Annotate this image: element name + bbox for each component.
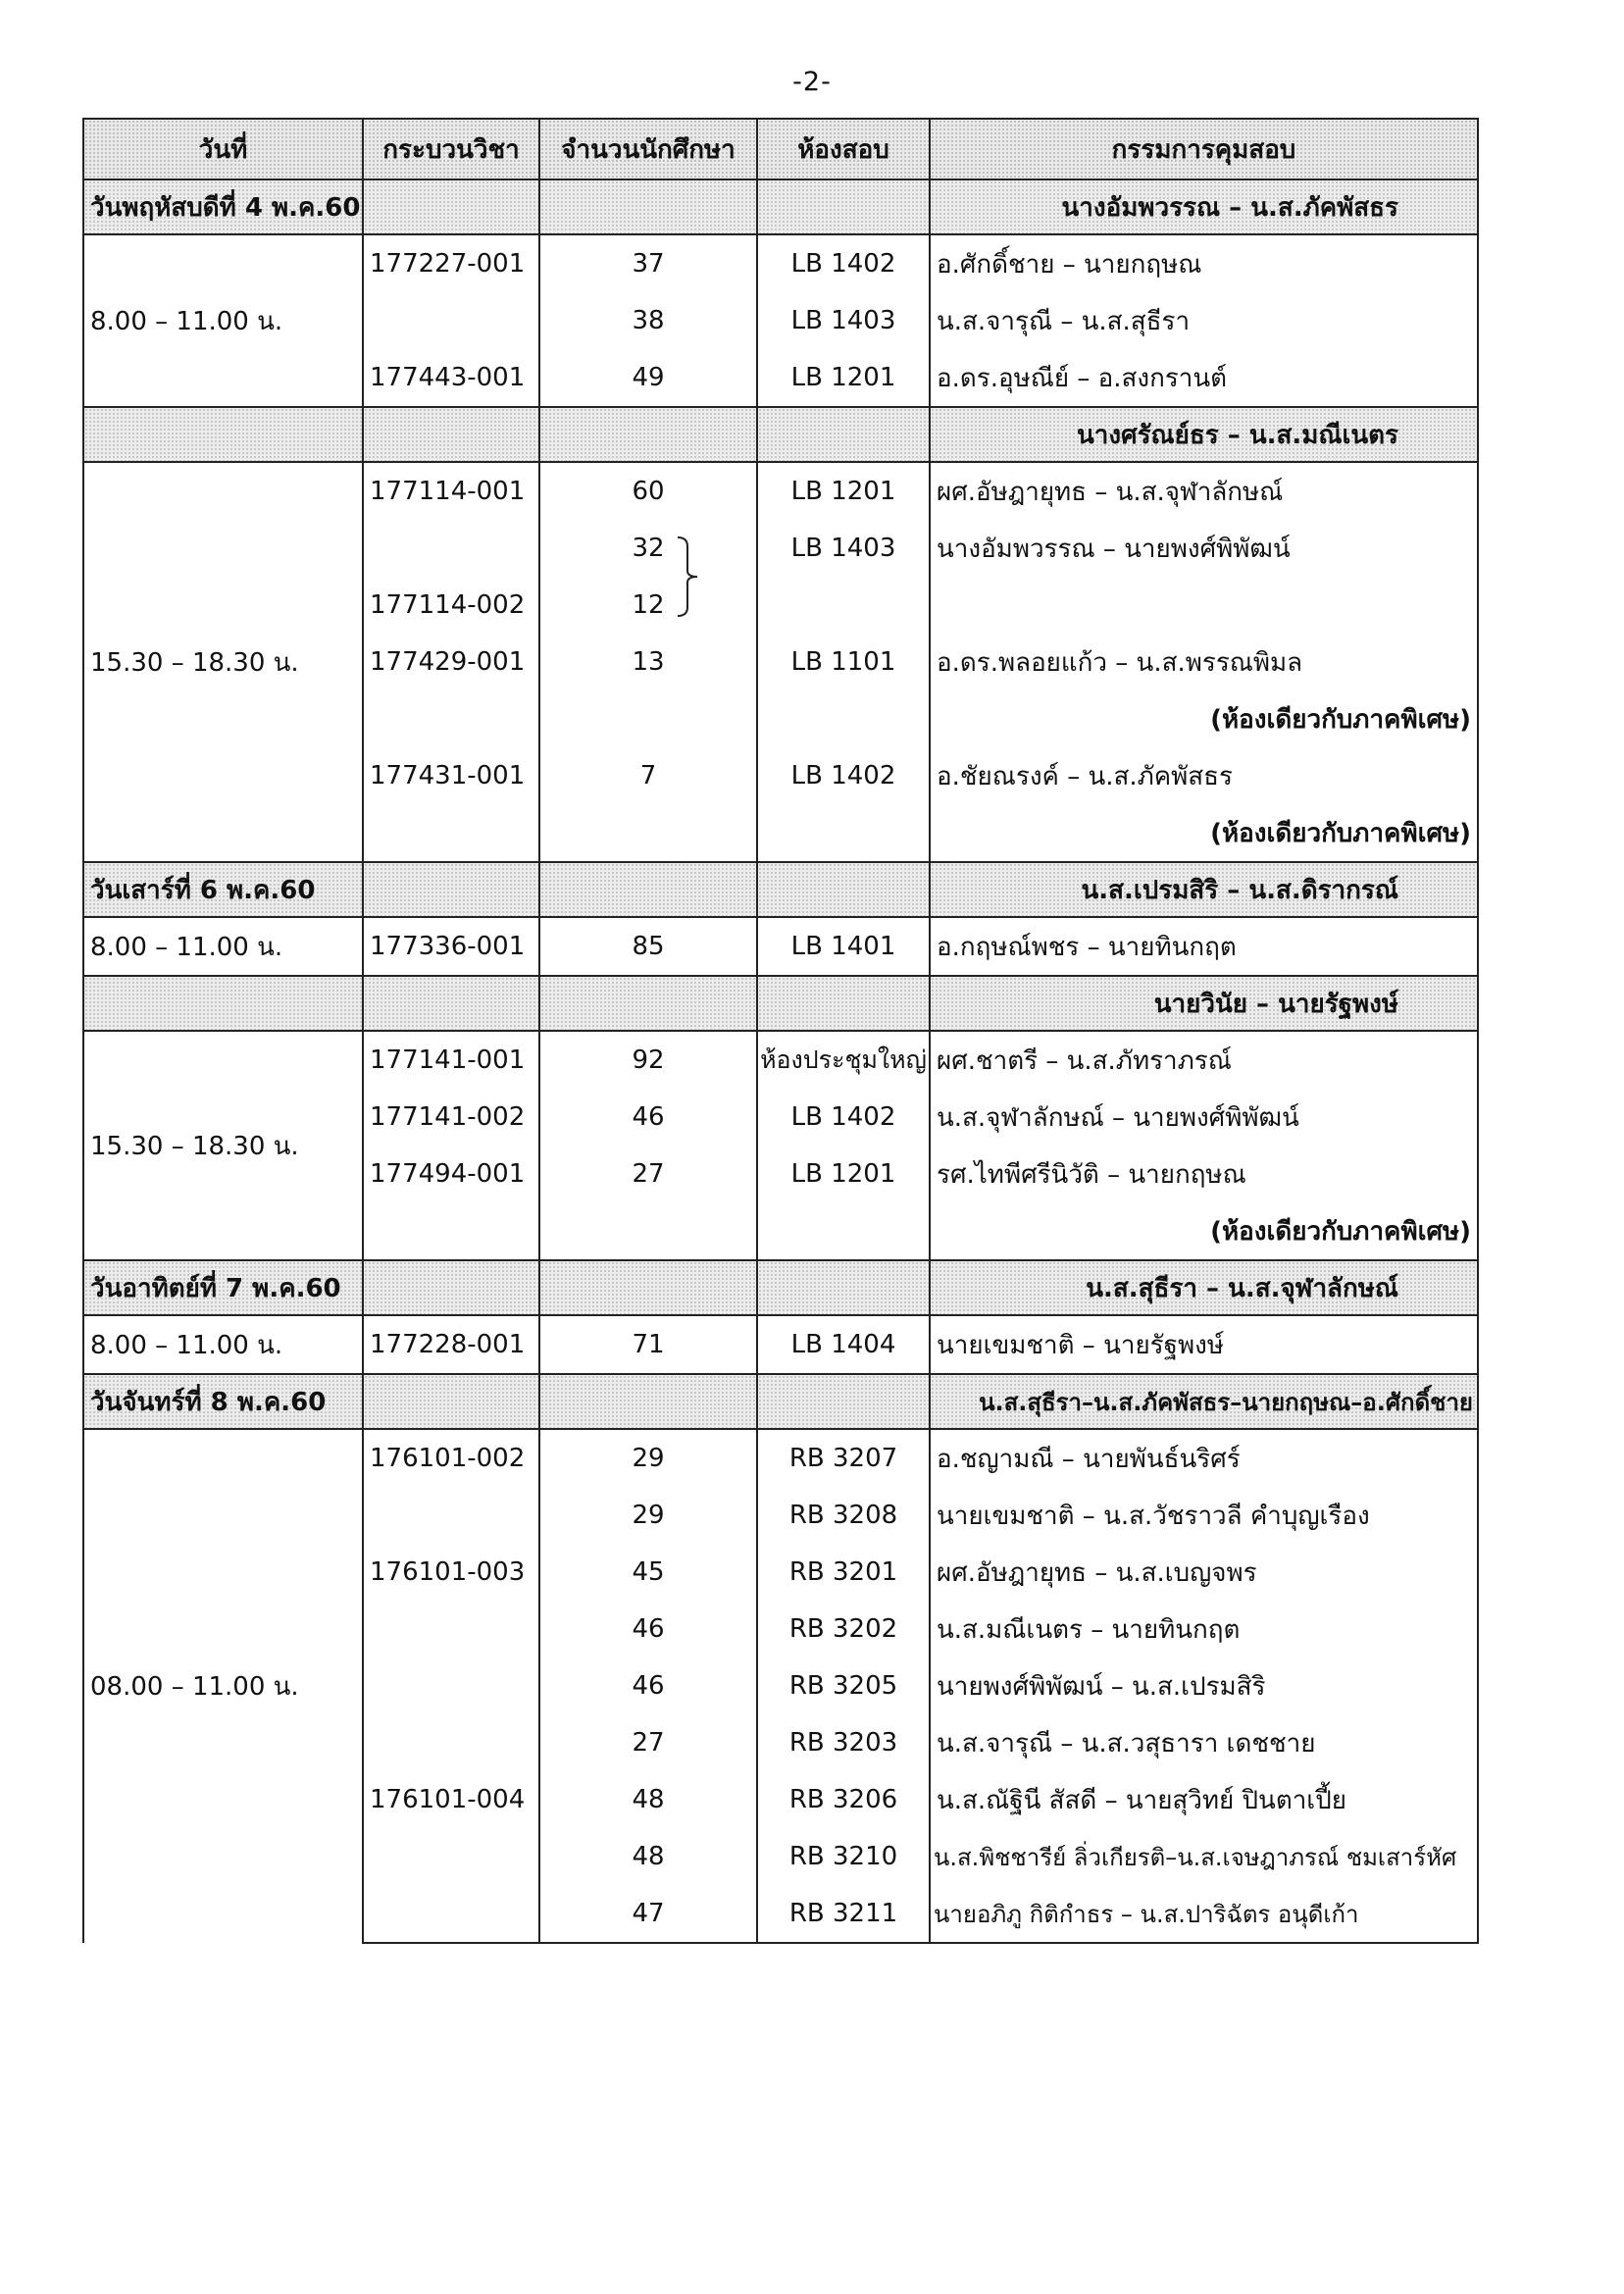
exam-room: RB 3203 xyxy=(757,1714,930,1771)
day-date: วันจันทร์ที่ 8 พ.ค.60 xyxy=(83,1374,363,1429)
student-count xyxy=(539,1657,757,1714)
student-count xyxy=(539,1031,757,1089)
session-supervisors: นางอัมพวรรณ – น.ส.ภัคพัสธร xyxy=(930,179,1478,234)
student-count-value: 7 xyxy=(639,761,657,790)
header-date: วันที่ xyxy=(83,119,363,179)
proctor-names: นางอัมพวรรณ – นายพงศ์พิพัฒน์ xyxy=(930,520,1478,577)
course-code: 177141-001 xyxy=(363,1031,539,1089)
session-time: 8.00 – 11.00 น. xyxy=(83,234,363,407)
exam-row xyxy=(83,462,1478,520)
course-code: 176101-004 xyxy=(363,1771,539,1828)
day-date: วันอาทิตย์ที่ 7 พ.ค.60 xyxy=(83,1260,363,1315)
exam-room: LB 1101 xyxy=(757,634,930,690)
exam-row xyxy=(83,1031,1478,1089)
student-count xyxy=(539,1714,757,1771)
course-code: 177227-001 xyxy=(363,234,539,292)
student-count-value: 37 xyxy=(632,249,665,279)
exam-row xyxy=(83,917,1478,976)
course-code: 176101-003 xyxy=(363,1544,539,1601)
student-count-value: 60 xyxy=(632,477,665,506)
student-count xyxy=(539,1429,757,1487)
student-count-value: 48 xyxy=(632,1785,665,1814)
student-count-value: 38 xyxy=(632,306,665,335)
course-code: 177443-001 xyxy=(363,349,539,407)
session-time: 8.00 – 11.00 น. xyxy=(83,1315,363,1374)
course-code: 177228-001 xyxy=(363,1315,539,1374)
session-supervisors: น.ส.สุธีรา – น.ส.จุฬาลักษณ์ xyxy=(930,1260,1478,1315)
course-code: 177494-001 xyxy=(363,1146,539,1202)
student-count xyxy=(539,1885,757,1943)
student-count xyxy=(539,747,757,804)
course-code xyxy=(363,804,539,862)
student-count xyxy=(539,577,757,634)
student-count-value: 13 xyxy=(632,647,665,677)
day-row xyxy=(83,179,1478,234)
student-count xyxy=(539,1601,757,1657)
exam-room: LB 1402 xyxy=(757,1089,930,1146)
student-count-value: 45 xyxy=(632,1557,665,1587)
exam-room: ห้องประชุมใหญ่ xyxy=(757,1031,930,1089)
page-number: -2- xyxy=(792,67,832,97)
session-group-row xyxy=(83,976,1478,1031)
session-group-row xyxy=(83,407,1478,462)
student-count xyxy=(539,690,757,747)
session-time: 8.00 – 11.00 น. xyxy=(83,917,363,976)
exam-room: LB 1402 xyxy=(757,747,930,804)
day-row xyxy=(83,1260,1478,1315)
proctor-names: นายเขมชาติ – น.ส.วัชราวลี คำบุญเรือง xyxy=(930,1487,1478,1544)
grouping-brace xyxy=(676,536,705,617)
room-note: (ห้องเดียวกับภาคพิเศษ) xyxy=(930,1202,1478,1260)
proctor-names: น.ส.พิชชารีย์ ลิ่วเกียรติ–น.ส.เจษฎาภรณ์ ชมเสาร์หัศ xyxy=(930,1828,1478,1885)
empty-cell xyxy=(757,1374,930,1429)
empty-cell xyxy=(757,862,930,917)
exam-room: RB 3202 xyxy=(757,1601,930,1657)
student-count xyxy=(539,634,757,690)
proctor-names xyxy=(930,577,1478,634)
session-time: 15.30 – 18.30 น. xyxy=(83,1031,363,1260)
session-supervisors: นางศรัณย์ธร – น.ส.มณีเนตร xyxy=(930,407,1478,462)
proctor-names: อ.กฤษณ์พชร – นายทินกฤต xyxy=(930,917,1478,976)
student-count xyxy=(539,1544,757,1601)
course-code xyxy=(363,1487,539,1544)
student-count-value: 71 xyxy=(632,1330,665,1359)
exam-room: RB 3201 xyxy=(757,1544,930,1601)
student-count xyxy=(539,1487,757,1544)
course-code xyxy=(363,1202,539,1260)
empty-cell xyxy=(539,862,757,917)
empty-cell xyxy=(363,407,539,462)
student-count xyxy=(539,1771,757,1828)
empty-cell xyxy=(757,1260,930,1315)
student-count-value: 46 xyxy=(632,1671,665,1701)
empty-cell xyxy=(539,976,757,1031)
proctor-names: ผศ.ชาตรี – น.ส.ภัทราภรณ์ xyxy=(930,1031,1478,1089)
student-count-value: 48 xyxy=(632,1842,665,1871)
header-proctors: กรรมการคุมสอบ xyxy=(930,119,1478,179)
student-count xyxy=(539,349,757,407)
day-row xyxy=(83,862,1478,917)
proctor-names: อ.ดร.อุษณีย์ – อ.สงกรานต์ xyxy=(930,349,1478,407)
empty-cell xyxy=(363,1260,539,1315)
student-count xyxy=(539,292,757,349)
proctor-names: อ.ศักดิ์ชาย – นายกฤษณ xyxy=(930,234,1478,292)
room-note: (ห้องเดียวกับภาคพิเศษ) xyxy=(930,690,1478,747)
course-code: 177336-001 xyxy=(363,917,539,976)
course-code: 177141-002 xyxy=(363,1089,539,1146)
proctor-names: อ.ชัยณรงค์ – น.ส.ภัคพัสธร xyxy=(930,747,1478,804)
course-code: 176101-002 xyxy=(363,1429,539,1487)
day-date xyxy=(83,976,363,1031)
exam-row xyxy=(83,1429,1478,1487)
empty-cell xyxy=(539,1374,757,1429)
student-count xyxy=(539,1089,757,1146)
exam-schedule-table xyxy=(82,118,1479,1944)
student-count-value: 85 xyxy=(632,932,665,961)
session-supervisors: น.ส.เปรมสิริ – น.ส.ดิรากรณ์ xyxy=(930,862,1478,917)
student-count xyxy=(539,1828,757,1885)
proctor-names: ผศ.อัษฎายุทธ – น.ส.เบญจพร xyxy=(930,1544,1478,1601)
header-course: กระบวนวิชา xyxy=(363,119,539,179)
course-code xyxy=(363,520,539,577)
student-count-value: 27 xyxy=(632,1728,665,1758)
proctor-names: รศ.ไทพีศรีนิวัติ – นายกฤษณ xyxy=(930,1146,1478,1202)
student-count xyxy=(539,1315,757,1374)
session-time: 15.30 – 18.30 น. xyxy=(83,462,363,862)
exam-room: LB 1201 xyxy=(757,1146,930,1202)
exam-room: LB 1403 xyxy=(757,292,930,349)
proctor-names: น.ส.ณัฐินี สัสดี – นายสุวิทย์ ปินตาเปี้ย xyxy=(930,1771,1478,1828)
proctor-names: นายเขมชาติ – นายรัฐพงษ์ xyxy=(930,1315,1478,1374)
day-row xyxy=(83,1374,1478,1429)
course-code xyxy=(363,690,539,747)
proctor-names: นายอภิภู กิติกำธร – น.ส.ปาริฉัตร อนุดีเก้า xyxy=(930,1885,1478,1943)
course-code: 177114-002 xyxy=(363,577,539,634)
proctor-names: นายพงศ์พิพัฒน์ – น.ส.เปรมสิริ xyxy=(930,1657,1478,1714)
proctor-names: น.ส.มณีเนตร – นายทินกฤต xyxy=(930,1601,1478,1657)
exam-room: RB 3207 xyxy=(757,1429,930,1487)
exam-room xyxy=(757,804,930,862)
session-supervisors: น.ส.สุธีรา–น.ส.ภัคพัสธร–นายกฤษณ–อ.ศักดิ์ชาย xyxy=(930,1374,1478,1429)
empty-cell xyxy=(757,976,930,1031)
empty-cell xyxy=(757,179,930,234)
exam-row xyxy=(83,1315,1478,1374)
student-count xyxy=(539,462,757,520)
exam-room xyxy=(757,690,930,747)
exam-room: RB 3205 xyxy=(757,1657,930,1714)
course-code xyxy=(363,1714,539,1771)
empty-cell xyxy=(757,407,930,462)
student-count xyxy=(539,1202,757,1260)
exam-room xyxy=(757,577,930,634)
proctor-names: น.ส.จุฬาลักษณ์ – นายพงศ์พิพัฒน์ xyxy=(930,1089,1478,1146)
student-count-value: 46 xyxy=(632,1614,665,1644)
proctor-names: อ.ชญามณี – นายพันธ์นริศร์ xyxy=(930,1429,1478,1487)
exam-room: LB 1401 xyxy=(757,917,930,976)
exam-room: RB 3210 xyxy=(757,1828,930,1885)
course-code xyxy=(363,1885,539,1943)
exam-room: LB 1201 xyxy=(757,462,930,520)
student-count xyxy=(539,520,757,577)
day-date: วันเสาร์ที่ 6 พ.ค.60 xyxy=(83,862,363,917)
exam-room: LB 1404 xyxy=(757,1315,930,1374)
empty-cell xyxy=(363,179,539,234)
empty-cell xyxy=(539,407,757,462)
course-code: 177114-001 xyxy=(363,462,539,520)
empty-cell xyxy=(363,862,539,917)
empty-cell xyxy=(363,976,539,1031)
schedule-body xyxy=(83,179,1478,1943)
exam-room: RB 3206 xyxy=(757,1771,930,1828)
proctor-names: ผศ.อัษฎายุทธ – น.ส.จุฬาลักษณ์ xyxy=(930,462,1478,520)
header-exam-room: ห้องสอบ xyxy=(757,119,930,179)
exam-room: LB 1403 xyxy=(757,520,930,577)
session-time: 08.00 – 11.00 น. xyxy=(83,1429,363,1943)
proctor-names: น.ส.จารุณี – น.ส.วสุธารา เดชชาย xyxy=(930,1714,1478,1771)
student-count xyxy=(539,1146,757,1202)
exam-room: RB 3208 xyxy=(757,1487,930,1544)
empty-cell xyxy=(539,1260,757,1315)
student-count xyxy=(539,917,757,976)
proctor-names: อ.ดร.พลอยแก้ว – น.ส.พรรณพิมล xyxy=(930,634,1478,690)
course-code xyxy=(363,1828,539,1885)
student-count-value: 29 xyxy=(632,1444,665,1473)
student-count-value: 27 xyxy=(632,1159,665,1189)
day-date: วันพฤหัสบดีที่ 4 พ.ค.60 xyxy=(83,179,363,234)
room-note: (ห้องเดียวกับภาคพิเศษ) xyxy=(930,804,1478,862)
student-count-value: 47 xyxy=(632,1899,665,1928)
course-code: 177429-001 xyxy=(363,634,539,690)
exam-room: LB 1201 xyxy=(757,349,930,407)
student-count-value: 46 xyxy=(632,1102,665,1132)
student-count xyxy=(539,804,757,862)
student-count-value: 29 xyxy=(632,1501,665,1530)
empty-cell xyxy=(363,1374,539,1429)
exam-room xyxy=(757,1202,930,1260)
student-count xyxy=(539,234,757,292)
header-row xyxy=(83,119,1478,179)
student-count-value: 32 xyxy=(632,534,665,563)
student-count-value: 49 xyxy=(632,363,665,392)
header-student-count: จำนวนนักศึกษา xyxy=(539,119,757,179)
course-code: 177431-001 xyxy=(363,747,539,804)
exam-row xyxy=(83,234,1478,292)
course-code xyxy=(363,292,539,349)
day-date xyxy=(83,407,363,462)
exam-room: LB 1402 xyxy=(757,234,930,292)
exam-room: RB 3211 xyxy=(757,1885,930,1943)
empty-cell xyxy=(539,179,757,234)
student-count-value: 92 xyxy=(632,1045,665,1075)
session-supervisors: นายวินัย – นายรัฐพงษ์ xyxy=(930,976,1478,1031)
proctor-names: น.ส.จารุณี – น.ส.สุธีรา xyxy=(930,292,1478,349)
course-code xyxy=(363,1601,539,1657)
course-code xyxy=(363,1657,539,1714)
student-count-value: 12 xyxy=(632,590,665,620)
